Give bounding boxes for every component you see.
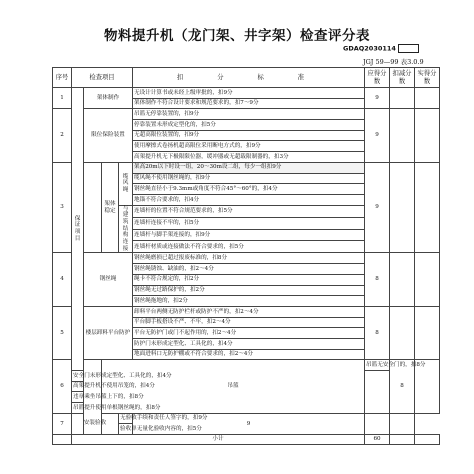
subtotal-deducted-cell[interactable] [390,435,415,445]
subsection-name: 与建筑结构连接 [119,205,133,253]
actual-score-cell[interactable] [415,253,440,306]
deducted-score-cell[interactable] [390,253,415,306]
deduct-rule: 高架提升机无下极限限位器，缓冲器或无超载限制器的，扣3分 [133,152,365,163]
deduct-rule: 架体制作不符合设计要求和规范要求的，扣7～9分 [133,98,365,109]
deduct-rule: 地锚不符合要求的，扣4分 [133,194,365,205]
deduct-rule: 无验收手续和责任人签字的，扣9分 [119,413,133,424]
section-number: 1 [53,88,72,109]
deduct-rule: 验收单无量化验收内容的，扣5分 [119,424,133,435]
header-row [53,68,440,88]
section-number: 6 [53,360,72,413]
due-score: 8 [390,360,415,413]
deducted-score-cell[interactable] [390,162,415,253]
deducted-score-cell[interactable] [365,413,390,434]
deduct-rule: 连墙杆连接不牢的，扣5分 [133,217,365,229]
deduct-rule: 平台无防护门或门不起作用的，扣2～4分 [133,328,365,339]
page-title: 物料提升机（龙门架、井字架）检查评分表 [104,28,370,44]
subtotal-score: 60 [365,435,390,445]
deduct-rule: 钢丝绳磨损已超过报废标准的，扣8分 [133,253,365,264]
deduct-rule: 吊篮提升使用单根钢丝绳的，扣8分 [72,403,84,414]
deduct-rule: 吊篮无停靠装置的，扣9分 [133,109,365,120]
actual-score-cell[interactable] [415,88,440,109]
subtotal-label: 小计 [72,435,365,445]
deduct-rule: 防护门未形成定型化、工具化的，扣4分 [133,338,365,349]
deducted-score-cell[interactable] [390,306,415,359]
table-row [53,413,440,424]
header-actual: 实得分数 [415,68,440,88]
deduct-rule: 无设计计算书或未经上级审批的，扣9分 [133,88,365,99]
table-row [53,88,440,99]
section-number: 7 [53,413,72,434]
section-name: 架体制作 [84,88,133,109]
score-table [52,67,440,445]
section-number: 4 [53,253,72,306]
section-name: 安装验收 [72,413,119,434]
table-row [53,109,440,120]
header-item: 检查项目 [72,68,133,88]
subtotal-actual-cell[interactable] [415,435,440,445]
due-score: 9 [365,88,390,109]
deduct-rule: 钢丝绳直径小于9.3mm或角度不符合45°～60°的，扣4分 [133,184,365,195]
deduct-rule: 连墙杆材质或连接做法不符合要求的，扣5分 [133,241,365,253]
deduct-rule: 架高20m以下时设一组，20～30m设二组，每少一组扣9分 [133,162,365,173]
section-name: 楼层卸料平台防护 [84,306,133,359]
deduct-rule: 钢丝绳锈蚀、缺油的，扣2～4分 [133,264,365,275]
due-score: 8 [365,306,390,359]
table-row [53,162,440,173]
deduct-rule: 使用摩擦式卷扬机超高限位采用断电方式的，扣9分 [133,141,365,152]
deduct-rule: 连墙杆的位置不符合规范要求的，扣5分 [133,205,365,217]
deducted-score-cell[interactable] [390,109,415,162]
deduct-rule: 安全门未形成定型化、工具化的，扣4分 [72,371,84,382]
actual-score-cell[interactable] [415,306,440,359]
section-name: 架体稳定 [102,162,119,253]
actual-score-cell[interactable] [390,413,415,434]
section-name: 吊篮 [102,360,365,413]
subsection-name: 缆风绳 [119,162,133,205]
header-deducted: 扣减分数 [390,68,415,88]
table-row [53,306,440,317]
section-number: 3 [53,162,72,253]
actual-score-cell[interactable] [415,162,440,253]
deduct-rule: 平台脚手板搭设不严、不牢，扣2～4分 [133,317,365,328]
deduct-rule: 钢丝绳拖地的，扣2分 [133,296,365,307]
deduct-rule: 地面进料口无防护棚或不符合要求的，扣2～4分 [133,349,365,360]
deduct-rule: 违章乘坐吊篮上下的，扣8分 [72,392,84,403]
deduct-rule: 无超高限位装置的，扣9分 [133,130,365,141]
actual-score-cell[interactable] [415,109,440,162]
due-score: 8 [365,253,390,306]
form-code-text: GDAQ2030114 [343,44,396,53]
section-name-spacer [84,162,102,253]
deduct-rule: 停靠装置未形成定型化的，扣5分 [133,120,365,131]
deduct-rule: 钢丝绳无过路保护的，扣2分 [133,285,365,296]
deduct-rule: 吊篮无安全门的，扣8分 [365,360,390,371]
deducted-score-cell[interactable] [390,88,415,109]
section-name: 钢丝绳 [84,253,133,306]
deduct-rule: 绳卡不符合规定的，扣2分 [133,274,365,285]
subtotal-seq [53,435,72,445]
due-score: 9 [133,413,365,434]
form-code-box[interactable] [398,44,419,53]
section-number: 5 [53,306,72,359]
table-row [53,360,440,371]
header-seq: 序号 [53,68,72,88]
deduct-rule: 缆风绳不使用钢丝绳的，扣9分 [133,173,365,184]
standard-reference: JGJ 59—99 表3.0.9 [363,58,424,66]
deduct-rule: 卸料平台两侧无防护栏杆或防护不严的，扣2～4分 [133,306,365,317]
table-row [53,253,440,264]
header-deduct: 扣 分 标 准 [133,68,365,88]
section-number: 2 [53,109,72,162]
header-due: 应得分数 [365,68,390,88]
subtotal-row [53,435,440,445]
deduct-rule: 高架提升机不使用吊笼的，扣4分 [72,381,84,392]
due-score: 9 [365,109,390,162]
due-score: 9 [365,162,390,253]
form-code [343,44,419,53]
section-name: 限位保险装置 [84,109,133,162]
deduct-rule: 连墙杆与脚手架连接的，扣9分 [133,229,365,241]
group-label: 保证项目 [72,88,84,371]
